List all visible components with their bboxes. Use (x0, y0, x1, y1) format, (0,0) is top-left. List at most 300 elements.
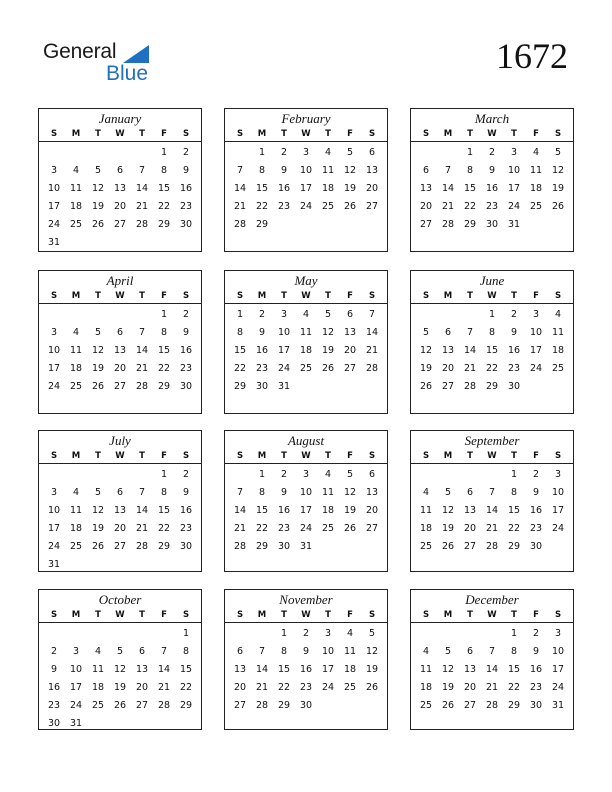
week-row (225, 359, 387, 377)
day-cell: 25 (299, 362, 313, 374)
day-cell: 18 (419, 522, 433, 534)
day-cell: 17 (47, 522, 61, 534)
day-cell: 11 (321, 164, 335, 176)
day-cell: 19 (441, 522, 455, 534)
day-cell: 22 (255, 200, 269, 212)
month-september (410, 430, 574, 572)
month-july (38, 430, 202, 572)
weekday-header: T (139, 128, 145, 139)
day-cell: 11 (69, 182, 83, 194)
day-cell: 20 (463, 681, 477, 693)
day-cell: 21 (135, 200, 149, 212)
day-cell: 23 (529, 522, 543, 534)
day-cell: 13 (419, 182, 433, 194)
day-cell: 4 (532, 146, 540, 158)
day-cell: 31 (47, 558, 61, 570)
weekday-header: W (487, 450, 497, 461)
weekday-header-row (411, 126, 573, 142)
day-cell: 22 (179, 681, 193, 693)
day-cell: 26 (321, 362, 335, 374)
day-cell: 20 (365, 182, 379, 194)
weekday-header: M (257, 450, 267, 461)
week-row (39, 537, 201, 555)
day-cell: 12 (91, 182, 105, 194)
day-cell: 10 (529, 326, 543, 338)
day-cell: 10 (47, 504, 61, 516)
day-cell: 12 (321, 326, 335, 338)
day-cell: 22 (507, 681, 521, 693)
day-cell: 21 (365, 344, 379, 356)
day-cell: 27 (463, 699, 477, 711)
day-cell: 7 (138, 164, 146, 176)
day-cell: 14 (485, 504, 499, 516)
day-cell: 8 (236, 326, 244, 338)
day-cell: 1 (160, 308, 168, 320)
day-cell: 23 (299, 681, 313, 693)
day-cell: 19 (419, 362, 433, 374)
weekday-header: S (554, 609, 562, 620)
weekday-header: T (139, 609, 145, 620)
day-cell: 18 (69, 362, 83, 374)
day-cell: 17 (551, 504, 565, 516)
weekday-header: T (139, 450, 145, 461)
week-row (411, 465, 573, 483)
day-cell: 30 (507, 380, 521, 392)
day-cell: 14 (135, 182, 149, 194)
week-row (411, 359, 573, 377)
day-cell: 29 (157, 380, 171, 392)
weeks (411, 464, 573, 555)
day-cell: 8 (510, 486, 518, 498)
day-cell: 19 (551, 182, 565, 194)
weekday-header: W (115, 128, 125, 139)
weekday-header: F (161, 290, 167, 301)
weeks (39, 304, 201, 395)
week-row (225, 143, 387, 161)
day-cell: 16 (485, 182, 499, 194)
day-cell: 2 (510, 308, 518, 320)
day-cell: 27 (233, 699, 247, 711)
day-cell: 3 (532, 308, 540, 320)
day-cell: 3 (554, 468, 562, 480)
day-cell: 19 (113, 681, 127, 693)
weekday-header: T (511, 128, 517, 139)
day-cell: 22 (157, 362, 171, 374)
month-name: February (281, 111, 331, 126)
day-cell: 14 (485, 663, 499, 675)
day-cell: 2 (280, 468, 288, 480)
month-name: September (464, 433, 520, 448)
brand-logo (43, 40, 149, 85)
week-row (39, 624, 201, 642)
day-cell: 23 (179, 200, 193, 212)
day-cell: 4 (346, 627, 354, 639)
day-cell: 16 (47, 681, 61, 693)
weekday-header: T (95, 290, 101, 301)
week-row (411, 179, 573, 197)
day-cell: 12 (419, 344, 433, 356)
day-cell: 12 (441, 504, 455, 516)
day-cell: 16 (529, 663, 543, 675)
week-row (39, 359, 201, 377)
weeks (225, 464, 387, 555)
day-cell: 5 (116, 645, 124, 657)
day-cell: 1 (466, 146, 474, 158)
day-cell: 27 (135, 699, 149, 711)
day-cell: 23 (179, 362, 193, 374)
weekday-header: F (347, 290, 353, 301)
day-cell: 10 (69, 663, 83, 675)
day-cell: 18 (91, 681, 105, 693)
day-cell: 24 (551, 681, 565, 693)
week-row (225, 624, 387, 642)
day-cell: 5 (444, 486, 452, 498)
day-cell: 18 (551, 344, 565, 356)
day-cell: 14 (135, 344, 149, 356)
weekday-header: T (95, 128, 101, 139)
day-cell: 31 (551, 699, 565, 711)
day-cell: 23 (179, 522, 193, 534)
day-cell: 30 (277, 540, 291, 552)
day-cell: 1 (258, 146, 266, 158)
day-cell: 27 (365, 200, 379, 212)
week-row (411, 305, 573, 323)
day-cell: 7 (138, 486, 146, 498)
day-cell: 19 (343, 504, 357, 516)
day-cell: 29 (157, 540, 171, 552)
day-cell: 5 (444, 645, 452, 657)
weekday-header: S (50, 609, 58, 620)
day-cell: 13 (343, 326, 357, 338)
week-row (411, 696, 573, 714)
weekday-header: S (236, 290, 244, 301)
day-cell: 8 (160, 326, 168, 338)
month-february (224, 108, 388, 252)
day-cell: 25 (419, 699, 433, 711)
weekday-header: W (301, 290, 311, 301)
day-cell: 19 (365, 663, 379, 675)
day-cell: 29 (277, 699, 291, 711)
weekday-header: S (236, 450, 244, 461)
week-row (411, 537, 573, 555)
day-cell: 20 (233, 681, 247, 693)
day-cell: 24 (551, 522, 565, 534)
day-cell: 23 (507, 362, 521, 374)
week-row (225, 161, 387, 179)
day-cell: 27 (343, 362, 357, 374)
day-cell: 4 (302, 308, 310, 320)
weeks (411, 304, 573, 395)
day-cell: 9 (280, 486, 288, 498)
day-cell: 4 (324, 468, 332, 480)
day-cell: 4 (94, 645, 102, 657)
day-cell: 30 (179, 218, 193, 230)
day-cell: 16 (277, 504, 291, 516)
day-cell: 8 (488, 326, 496, 338)
day-cell: 9 (510, 326, 518, 338)
day-cell: 19 (91, 200, 105, 212)
weekday-header: S (50, 290, 58, 301)
weekday-header: S (554, 290, 562, 301)
day-cell: 16 (179, 182, 193, 194)
weekday-header: T (139, 290, 145, 301)
day-cell: 21 (441, 200, 455, 212)
weekday-header: T (325, 609, 331, 620)
day-cell: 31 (47, 236, 61, 248)
day-cell: 12 (343, 486, 357, 498)
day-cell: 14 (233, 182, 247, 194)
day-cell: 19 (343, 182, 357, 194)
day-cell: 19 (321, 344, 335, 356)
weeks (39, 623, 201, 732)
day-cell: 9 (280, 164, 288, 176)
day-cell: 29 (463, 218, 477, 230)
day-cell: 25 (91, 699, 105, 711)
day-cell: 25 (321, 200, 335, 212)
day-cell: 24 (277, 362, 291, 374)
day-cell: 15 (255, 182, 269, 194)
day-cell: 3 (50, 164, 58, 176)
day-cell: 17 (529, 344, 543, 356)
weekday-header: S (50, 128, 58, 139)
day-cell: 10 (299, 164, 313, 176)
day-cell: 4 (72, 326, 80, 338)
day-cell: 28 (233, 540, 247, 552)
day-cell: 16 (277, 182, 291, 194)
day-cell: 16 (299, 663, 313, 675)
day-cell: 18 (321, 182, 335, 194)
day-cell: 6 (444, 326, 452, 338)
day-cell: 11 (299, 326, 313, 338)
day-cell: 24 (47, 380, 61, 392)
weekday-header: F (533, 128, 539, 139)
day-cell: 30 (485, 218, 499, 230)
day-cell: 26 (441, 699, 455, 711)
weekday-header: M (71, 128, 81, 139)
week-row (411, 678, 573, 696)
day-cell: 29 (255, 218, 269, 230)
day-cell: 31 (507, 218, 521, 230)
day-cell: 27 (365, 522, 379, 534)
day-cell: 24 (507, 200, 521, 212)
week-row (411, 519, 573, 537)
weekday-header: T (467, 609, 473, 620)
weekday-header-row (39, 448, 201, 464)
day-cell: 17 (69, 681, 83, 693)
day-cell: 29 (255, 540, 269, 552)
day-cell: 6 (466, 645, 474, 657)
day-cell: 25 (321, 522, 335, 534)
day-cell: 10 (321, 645, 335, 657)
day-cell: 28 (233, 218, 247, 230)
week-row (39, 483, 201, 501)
day-cell: 6 (466, 486, 474, 498)
day-cell: 13 (233, 663, 247, 675)
day-cell: 30 (299, 699, 313, 711)
day-cell: 12 (91, 504, 105, 516)
day-cell: 20 (113, 362, 127, 374)
day-cell: 1 (258, 468, 266, 480)
day-cell: 29 (507, 540, 521, 552)
day-cell: 13 (441, 344, 455, 356)
day-cell: 28 (485, 540, 499, 552)
week-row (411, 501, 573, 519)
day-cell: 1 (160, 468, 168, 480)
week-row (225, 678, 387, 696)
day-cell: 16 (179, 504, 193, 516)
weeks (411, 142, 573, 233)
day-cell: 18 (343, 663, 357, 675)
day-cell: 6 (422, 164, 430, 176)
weekday-header: F (533, 290, 539, 301)
day-cell: 1 (510, 468, 518, 480)
day-cell: 11 (343, 645, 357, 657)
day-cell: 14 (233, 504, 247, 516)
weekday-header-row (225, 288, 387, 304)
weekday-header-row (225, 607, 387, 623)
day-cell: 21 (233, 200, 247, 212)
weekday-header-row (39, 607, 201, 623)
day-cell: 2 (532, 468, 540, 480)
week-row (225, 696, 387, 714)
day-cell: 22 (277, 681, 291, 693)
day-cell: 12 (441, 663, 455, 675)
weekday-header: T (325, 450, 331, 461)
week-row (225, 501, 387, 519)
day-cell: 21 (485, 681, 499, 693)
day-cell: 30 (179, 540, 193, 552)
day-cell: 3 (302, 146, 310, 158)
week-row (39, 642, 201, 660)
month-april (38, 270, 202, 414)
weekday-header-row (411, 607, 573, 623)
day-cell: 2 (488, 146, 496, 158)
weekday-header: S (182, 128, 190, 139)
day-cell: 21 (485, 522, 499, 534)
day-cell: 5 (346, 468, 354, 480)
week-row (39, 696, 201, 714)
day-cell: 20 (135, 681, 149, 693)
day-cell: 15 (463, 182, 477, 194)
day-cell: 12 (91, 344, 105, 356)
weeks (225, 304, 387, 395)
day-cell: 14 (157, 663, 171, 675)
day-cell: 25 (69, 380, 83, 392)
day-cell: 28 (135, 218, 149, 230)
day-cell: 8 (160, 164, 168, 176)
day-cell: 10 (551, 645, 565, 657)
weekday-header: F (161, 128, 167, 139)
week-row (39, 555, 201, 573)
day-cell: 29 (179, 699, 193, 711)
day-cell: 19 (441, 681, 455, 693)
month-august (224, 430, 388, 572)
day-cell: 21 (135, 522, 149, 534)
week-row (225, 341, 387, 359)
day-cell: 7 (258, 645, 266, 657)
weekday-header: S (554, 128, 562, 139)
day-cell: 7 (236, 164, 244, 176)
weekday-header: W (487, 290, 497, 301)
week-row (39, 161, 201, 179)
day-cell: 17 (47, 362, 61, 374)
weekday-header: F (347, 128, 353, 139)
day-cell: 1 (182, 627, 190, 639)
day-cell: 10 (277, 326, 291, 338)
day-cell: 6 (368, 146, 376, 158)
day-cell: 22 (255, 522, 269, 534)
day-cell: 8 (182, 645, 190, 657)
weekday-header: W (301, 128, 311, 139)
day-cell: 13 (113, 344, 127, 356)
weekday-header: S (422, 128, 430, 139)
day-cell: 13 (463, 504, 477, 516)
day-cell: 28 (135, 540, 149, 552)
day-cell: 31 (277, 380, 291, 392)
day-cell: 22 (157, 522, 171, 534)
weekday-header-row (39, 126, 201, 142)
day-cell: 23 (277, 200, 291, 212)
day-cell: 26 (343, 200, 357, 212)
day-cell: 16 (529, 504, 543, 516)
day-cell: 25 (343, 681, 357, 693)
day-cell: 12 (343, 164, 357, 176)
day-cell: 23 (485, 200, 499, 212)
day-cell: 11 (69, 344, 83, 356)
day-cell: 29 (157, 218, 171, 230)
day-cell: 7 (160, 645, 168, 657)
week-row (411, 660, 573, 678)
weekday-header: F (347, 609, 353, 620)
weekday-header: S (422, 609, 430, 620)
day-cell: 15 (157, 344, 171, 356)
day-cell: 26 (91, 380, 105, 392)
week-row (225, 483, 387, 501)
day-cell: 9 (302, 645, 310, 657)
weekday-header-row (411, 288, 573, 304)
day-cell: 9 (50, 663, 58, 675)
weekday-header: W (487, 128, 497, 139)
week-row (225, 519, 387, 537)
day-cell: 7 (466, 326, 474, 338)
day-cell: 9 (532, 645, 540, 657)
day-cell: 25 (419, 540, 433, 552)
day-cell: 22 (485, 362, 499, 374)
weekday-header: T (325, 290, 331, 301)
day-cell: 28 (365, 362, 379, 374)
day-cell: 20 (343, 344, 357, 356)
week-row (39, 465, 201, 483)
day-cell: 26 (551, 200, 565, 212)
weeks (225, 142, 387, 233)
week-row (411, 197, 573, 215)
day-cell: 7 (488, 645, 496, 657)
day-cell: 16 (179, 344, 193, 356)
weekday-header: S (368, 290, 376, 301)
week-row (225, 323, 387, 341)
day-cell: 2 (258, 308, 266, 320)
day-cell: 15 (507, 663, 521, 675)
day-cell: 15 (277, 663, 291, 675)
day-cell: 24 (299, 522, 313, 534)
week-row (39, 305, 201, 323)
day-cell: 18 (299, 344, 313, 356)
weekday-header: F (161, 450, 167, 461)
day-cell: 13 (463, 663, 477, 675)
day-cell: 19 (91, 522, 105, 534)
day-cell: 18 (69, 200, 83, 212)
day-cell: 15 (255, 504, 269, 516)
